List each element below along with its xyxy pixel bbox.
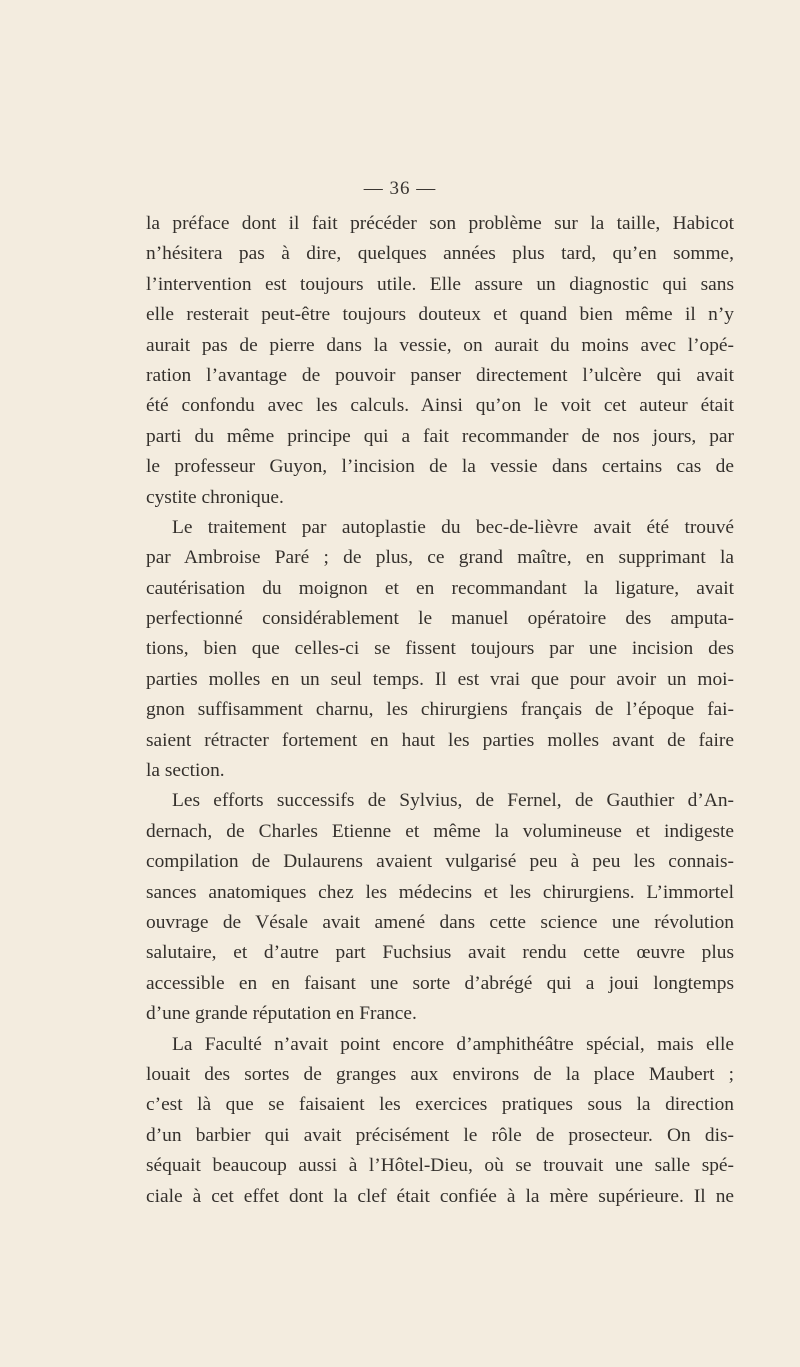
text-line: dernach, de Charles Etienne et même la volumineuse et indigeste [146, 820, 734, 842]
text-line: gnon suffisamment charnu, les chirurgiens français de l’époque fai- [146, 699, 734, 721]
text-line: La Faculté n’avait point encore d’amphithéâtre spécial, mais elle [172, 1033, 734, 1055]
page-number: — 36 — [363, 178, 437, 199]
text-line: c’est là que se faisaient les exercices pratiques sous la direction [146, 1094, 734, 1116]
text-line: parti du même principe qui a fait recommander de nos jours, par [146, 425, 734, 447]
text-line: louait des sortes de granges aux environs de la place Maubert ; [146, 1063, 734, 1085]
text-line: le professeur Guyon, l’incision de la vessie dans certains cas de [146, 456, 734, 478]
text-line: cystite chronique. [146, 486, 284, 508]
text-line: cautérisation du moignon et en recommandant la ligature, avait [146, 577, 734, 599]
text-line: l’intervention est toujours utile. Elle assure un diagnostic qui sans [146, 273, 734, 295]
text-line: accessible en en faisant une sorte d’abrégé qui a joui longtemps [146, 972, 734, 994]
text-line: salutaire, et d’autre part Fuchsius avait rendu cette œuvre plus [146, 942, 734, 964]
text-line: ouvrage de Vésale avait amené dans cette science une révolution [146, 911, 734, 933]
text-line: compilation de Dulaurens avaient vulgarisé peu à peu les connais- [146, 851, 734, 873]
text-line: n’hésitera pas à dire, quelques années plus tard, qu’en somme, [146, 243, 734, 265]
body-text [146, 209, 734, 1212]
text-line: Les efforts successifs de Sylvius, de Fernel, de Gauthier d’An- [172, 790, 734, 812]
text-line: été confondu avec les calculs. Ainsi qu’on le voit cet auteur était [146, 395, 734, 417]
text-line: ciale à cet effet dont la clef était confiée à la mère supérieure. Il ne [146, 1185, 734, 1207]
text-line: d’une grande réputation en France. [146, 1003, 417, 1025]
text-line: sances anatomiques chez les médecins et les chirurgiens. L’immortel [146, 881, 734, 903]
text-line: Le traitement par autoplastie du bec-de-lièvre avait été trouvé [172, 516, 734, 538]
text-line: par Ambroise Paré ; de plus, ce grand maître, en supprimant la [146, 547, 734, 569]
text-line: saient rétracter fortement en haut les parties molles avant de faire [146, 729, 734, 751]
text-line: elle resterait peut-être toujours douteux et quand bien même il n’y [146, 304, 734, 326]
text-line: tions, bien que celles-ci se fissent toujours par une incision des [146, 638, 734, 660]
text-line: d’un barbier qui avait précisément le rôle de prosecteur. On dis- [146, 1124, 734, 1146]
text-line: parties molles en un seul temps. Il est vrai que pour avoir un moi- [146, 668, 734, 690]
text-line: perfectionné considérablement le manuel opératoire des amputa- [146, 608, 734, 630]
text-line: la préface dont il fait précéder son problème sur la taille, Habicot [146, 213, 734, 234]
text-line: la section. [146, 760, 225, 782]
text-line: ration l’avantage de pouvoir panser directement l’ulcère qui avait [146, 364, 734, 386]
text-line: aurait pas de pierre dans la vessie, on aurait du moins avec l’opé- [146, 334, 734, 356]
text-line: séquait beaucoup aussi à l’Hôtel-Dieu, où se trouvait une salle spé- [146, 1155, 734, 1177]
